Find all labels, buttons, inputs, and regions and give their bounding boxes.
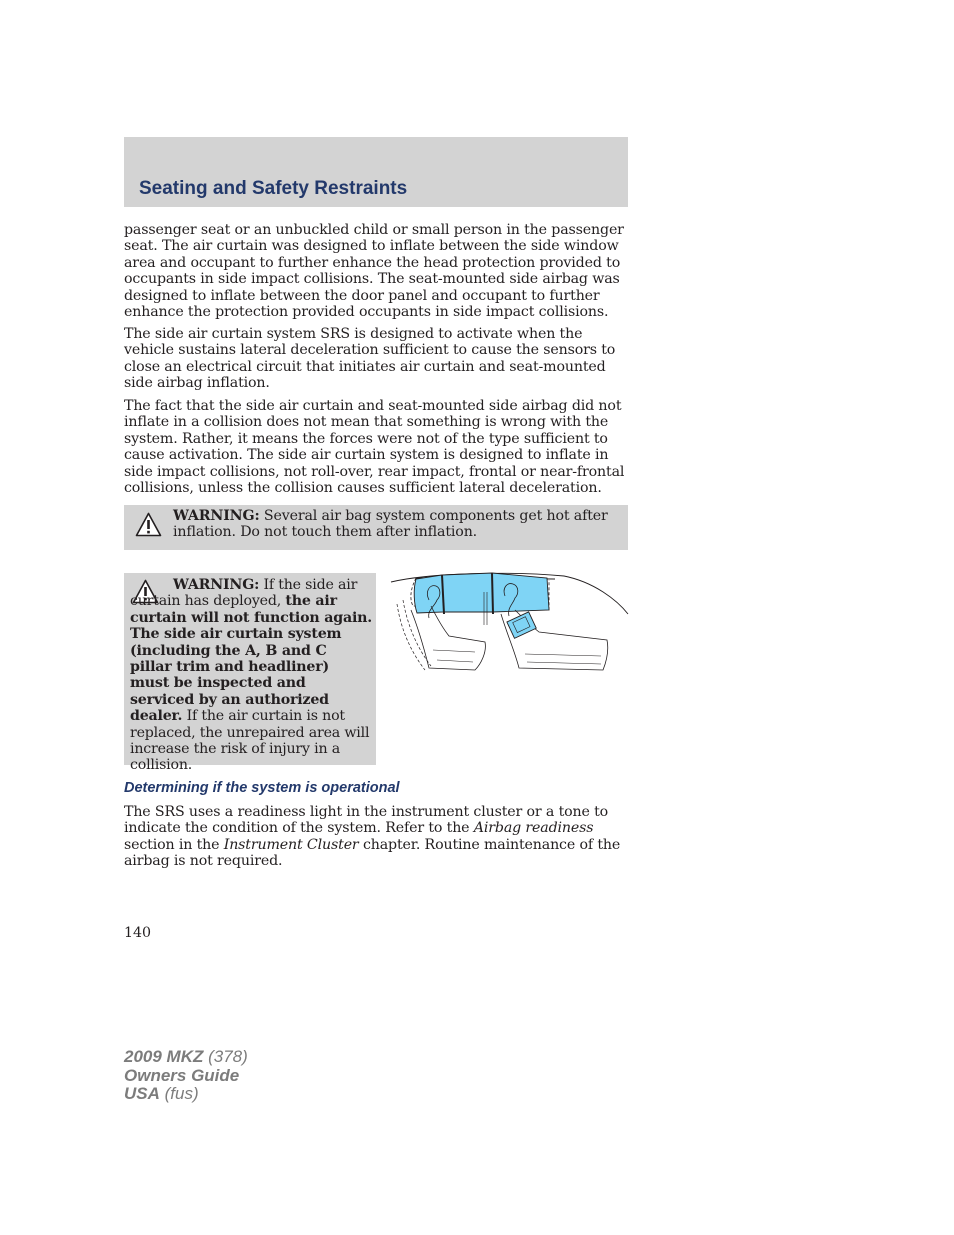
section-title: Seating and Safety Restraints: [139, 178, 408, 199]
warning-body: Several air bag system components get hot after inflation. Do not touch them after inflation.: [173, 508, 608, 541]
warning-body-1: If the side air curtain has deployed,: [130, 577, 358, 610]
paragraph-1: passenger seat or an unbuckled child or small person in the passenger seat. The air curtain was designed to inflate between the side window area and occupant to further enhance the head protection provided to occupants in side impact collisions. The seat-mounted side airbag was designed to inflate between the door panel and occupant to further enhance the protection provided occupants in side impact collisions.: [124, 222, 624, 321]
page-number: 140: [124, 925, 152, 941]
footer-model-code: (378): [203, 1047, 248, 1066]
footer-region-code: (fus): [159, 1084, 199, 1103]
footer-model-info: [124, 1048, 248, 1104]
subsection-title: Determining if the system is operational: [124, 780, 400, 796]
reference-airbag-readiness: Airbag readiness: [473, 820, 594, 837]
subsection-text-1: The SRS uses a readiness light in the instrument cluster or a tone to indicate the condition of the system. Refer to the: [124, 804, 609, 837]
subsection-text-3: chapter. Routine maintenance of the airbag is not required.: [124, 836, 621, 870]
warning-triangle-icon: [135, 512, 162, 537]
paragraph-2: The side air curtain system SRS is designed to activate when the vehicle sustains lateral deceleration sufficient to cause the sensors to close an electrical circuit that initiates air curtain and seat-mounted side airbag inflation.: [124, 326, 616, 392]
footer-model: 2009 MKZ: [124, 1047, 204, 1066]
warning-label: WARNING:: [173, 577, 260, 593]
warning-body-2: If the air curtain is not replaced, the unrepaired area will increase the risk of injury in a collision.: [130, 708, 370, 774]
footer-guide: Owners Guide: [124, 1065, 240, 1085]
side-air-curtain-illustration: [389, 570, 629, 676]
footer-region: USA: [124, 1084, 160, 1103]
warning-body-bold: the air curtain will not function again. The side air curtain system (including the A, B and C pillar trim and headliner) must be inspected and serviced by an authorized dealer.: [130, 593, 372, 725]
reference-instrument-cluster: Instrument Cluster: [223, 836, 359, 853]
warning-text: [173, 508, 623, 541]
warning-text: [130, 577, 372, 774]
subsection-text-2: section in the: [124, 836, 224, 853]
paragraph-3: The fact that the side air curtain and seat-mounted side airbag did not inflate in a collision does not mean that something is wrong with the system. Rather, it means the forces were not of the type sufficient to cause activation. The side air curtain system is designed to inflate in side impact collisions, not roll-over, rear impact, frontal or near-frontal collisions, unless the collision causes sufficient lateral deceleration.: [124, 398, 625, 497]
warning-box-air-curtain: [124, 573, 376, 774]
subsection-paragraph: [124, 804, 630, 870]
warning-label: WARNING:: [173, 508, 260, 524]
warning-box-hot-components: [124, 505, 628, 550]
